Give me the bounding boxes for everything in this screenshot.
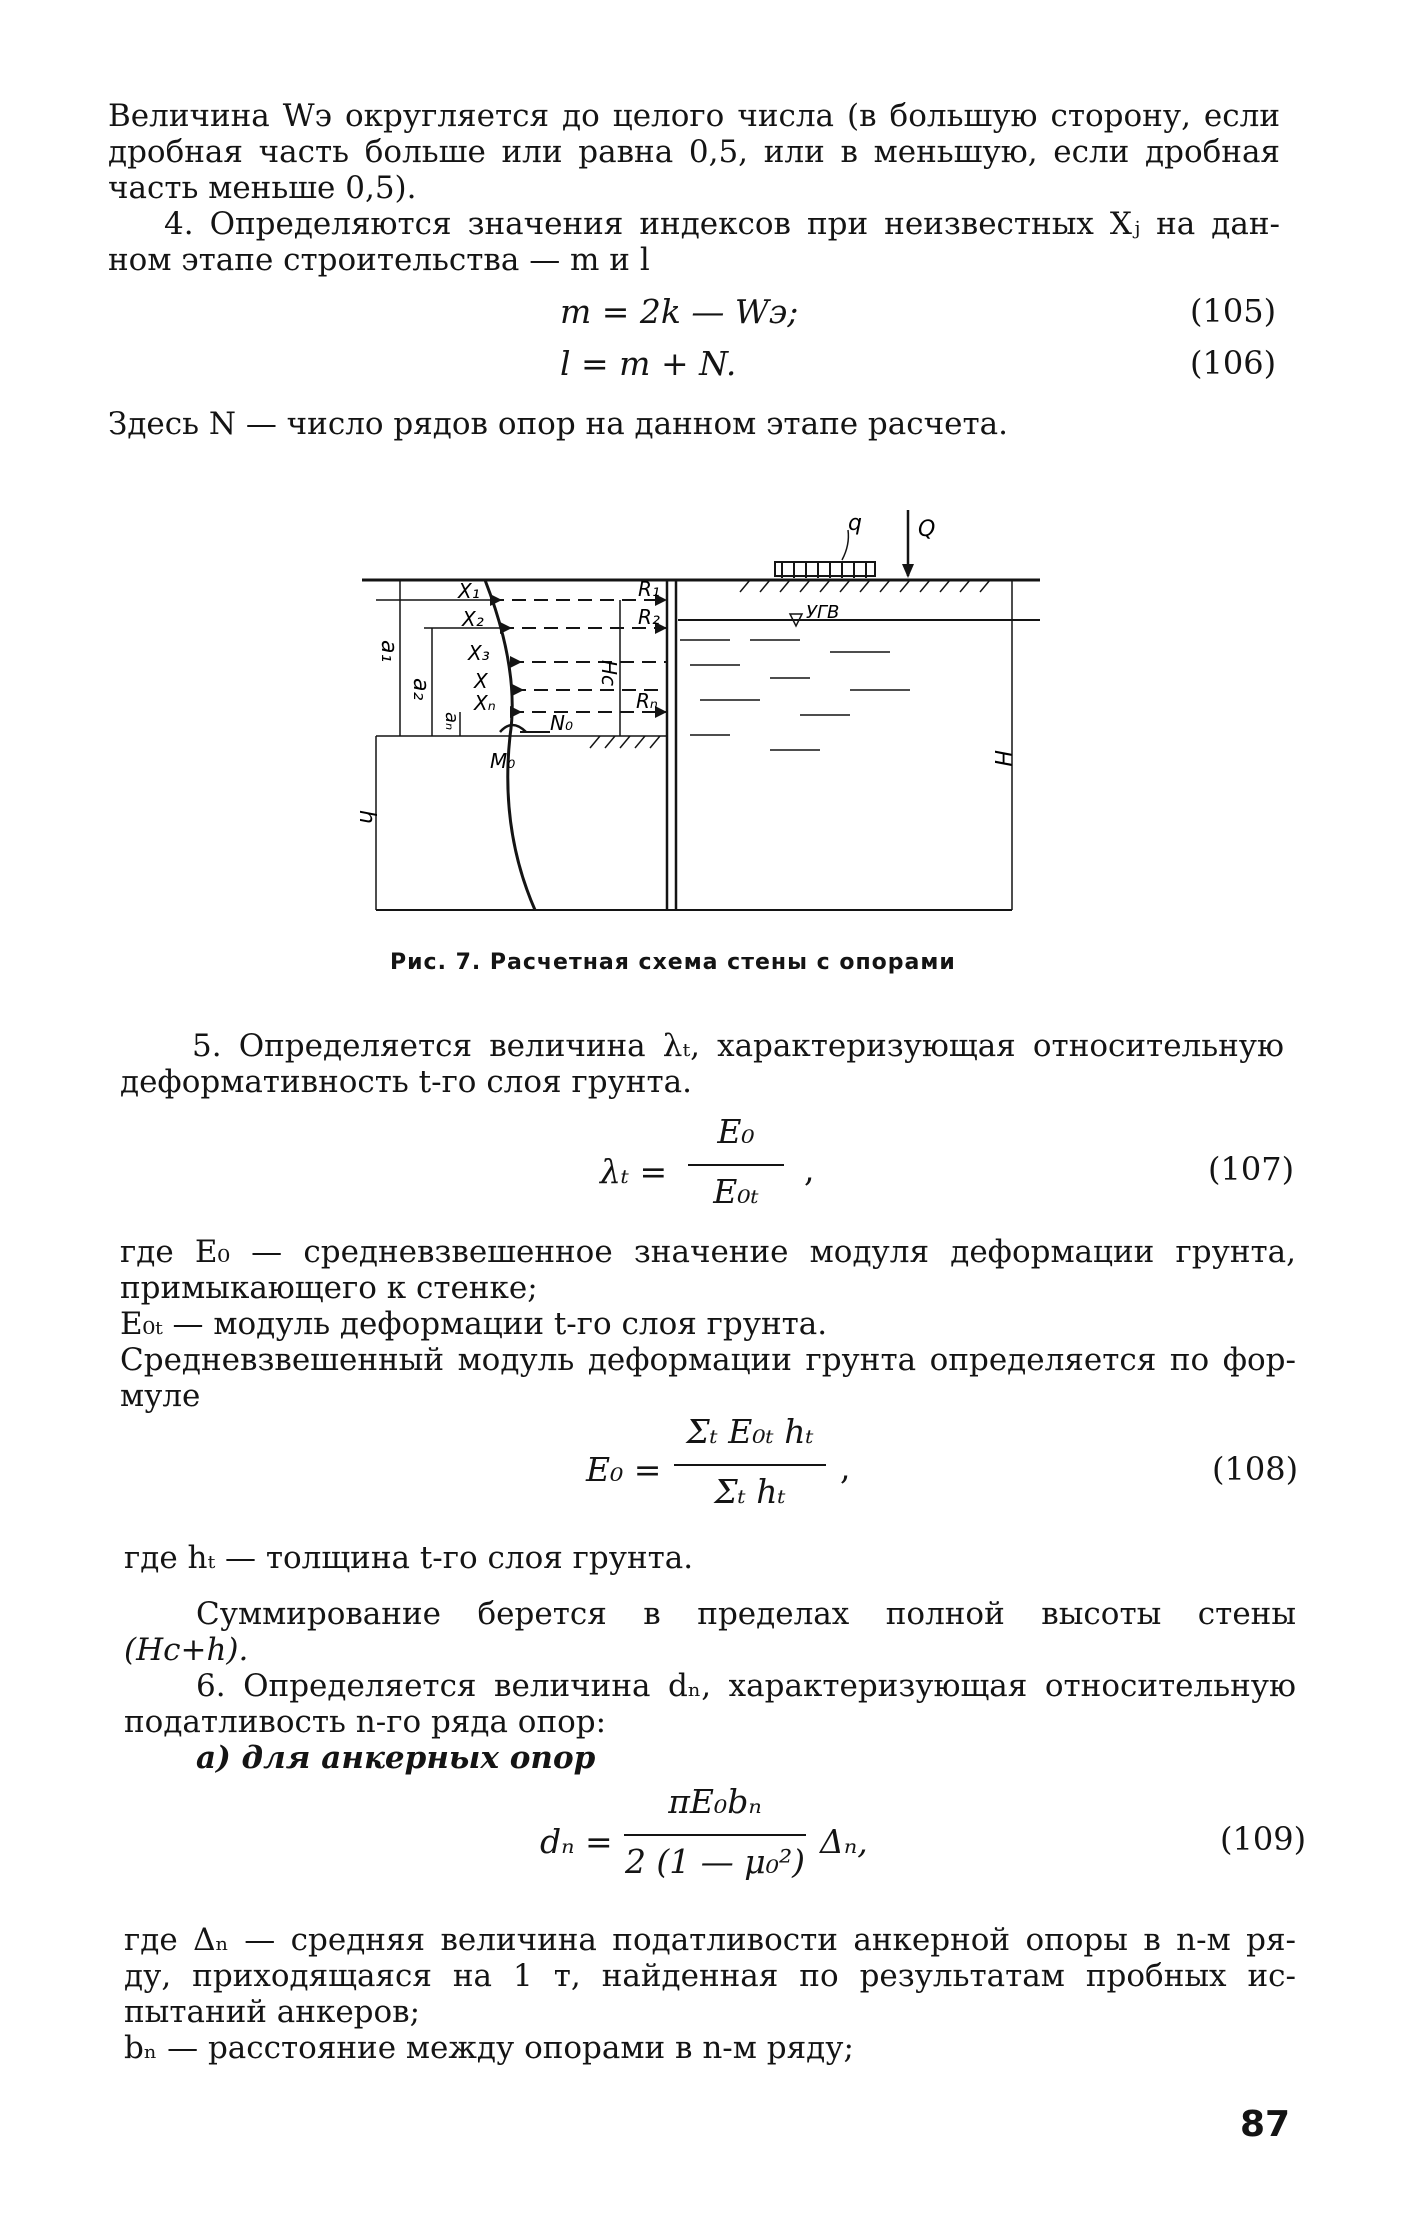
- label-N0: N₀: [550, 711, 573, 735]
- eq109-lhs: dₙ =: [540, 1822, 613, 1861]
- step6-line1: 6. Определяется величина dₙ, характеризующая относительную: [196, 1668, 1296, 1704]
- para1-line2: дробная часть больше или равна 0,5, или в меньшую, если дробная: [108, 134, 1280, 170]
- where107-line5: муле: [120, 1378, 201, 1414]
- label-Q: Q: [918, 517, 936, 542]
- excavation-hatching: [590, 736, 660, 748]
- surface-hatching: [740, 580, 990, 592]
- label-X3: X₃: [468, 641, 490, 665]
- eq109-num: πE₀bₙ: [668, 1782, 762, 1821]
- eq109-den: 2 (1 — μ₀²): [624, 1842, 806, 1881]
- label-X2: X₂: [462, 607, 484, 631]
- para1-line3: часть меньше 0,5).: [108, 170, 417, 206]
- where109-line3: пытаний анкеров;: [124, 1994, 421, 2030]
- eq107-lhs: λₜ =: [600, 1152, 668, 1191]
- label-R2: R₂: [638, 605, 660, 629]
- eq107-num: E₀: [717, 1112, 755, 1151]
- water-dashes: [680, 640, 910, 750]
- eq108-lhs: E₀ =: [586, 1450, 662, 1489]
- eq107-bar: [688, 1164, 784, 1166]
- eq109-bar: [624, 1834, 806, 1836]
- label-a1: a₁: [376, 640, 401, 663]
- eq108-den: Σₜ hₜ: [714, 1472, 786, 1511]
- summation-line1: Суммирование берется в пределах полной высоты стены: [196, 1596, 1296, 1632]
- eq108-number: (108): [1212, 1450, 1299, 1488]
- eq108-bar: [674, 1464, 826, 1466]
- where109-line1: где Δₙ — средняя величина податливости анкерной опоры в n-м ря-: [124, 1922, 1296, 1958]
- label-Xn: Xₙ: [474, 691, 496, 715]
- figure-caption: Рис. 7. Расчетная схема стены с опорами: [390, 950, 956, 975]
- label-Hc: Hc: [597, 660, 621, 687]
- step6-line3: а) для анкерных опор: [196, 1740, 596, 1776]
- where108: где hₜ — толщина t-го слоя грунта.: [124, 1540, 694, 1576]
- step4-line1: 4. Определяются значения индексов при неизвестных Xⱼ на дан-: [164, 206, 1280, 242]
- where107-line1: где E₀ — средневзвешенное значение модуля деформации грунта,: [120, 1234, 1296, 1270]
- eq108-comma: ,: [840, 1448, 851, 1487]
- eq105-formula: m = 2k — Wэ;: [560, 292, 799, 331]
- label-X: X: [474, 669, 488, 693]
- eq107-number: (107): [1208, 1150, 1295, 1188]
- label-H: H: [989, 750, 1014, 767]
- eq107-den: E₀ₜ: [713, 1172, 759, 1211]
- label-q: q: [848, 511, 862, 536]
- where107-line4: Средневзвешенный модуль деформации грунта определяется по фор-: [120, 1342, 1296, 1378]
- label-R1: R₁: [638, 577, 660, 601]
- where107-line3: E₀ₜ — модуль деформации t-го слоя грунта.: [120, 1306, 828, 1342]
- step5-line1: 5. Определяется величина λₜ, характеризующая относительную: [192, 1028, 1284, 1064]
- label-ugv: УГВ: [806, 602, 840, 623]
- where109-line4: bₙ — расстояние между опорами в n-м ряду;: [124, 2030, 854, 2066]
- where109-line2: ду, приходящаяся на 1 т, найденная по результатам пробных ис-: [124, 1958, 1296, 1994]
- step6-line2: податливость n-го ряда опор:: [124, 1704, 607, 1740]
- page-number: 87: [1240, 2104, 1291, 2145]
- eq106-formula: l = m + N.: [560, 344, 737, 383]
- label-h: h: [354, 810, 379, 824]
- label-M0: M₀: [490, 749, 516, 773]
- eq106-number: (106): [1190, 344, 1277, 382]
- eq107-comma: ,: [804, 1150, 815, 1189]
- label-an: aₙ: [441, 712, 462, 731]
- summation-line2: (Hc+h).: [124, 1632, 249, 1668]
- step4-line2: ном этапе строительства — m и l: [108, 242, 650, 278]
- para1-line1: Величина Wэ округляется до целого числа (в большую сторону, если: [108, 98, 1280, 134]
- load-q-block: [775, 562, 875, 576]
- where107-line2: примыкающего к стенке;: [120, 1270, 538, 1306]
- label-Rn: Rₙ: [636, 689, 658, 713]
- eq109-rhs: Δₙ,: [820, 1822, 868, 1861]
- eq108-num: Σₜ E₀ₜ hₜ: [686, 1412, 814, 1451]
- figure-wall-scheme: [350, 500, 1050, 920]
- label-a2: a₂: [408, 678, 433, 701]
- eq105-number: (105): [1190, 292, 1277, 330]
- wall-deflection-curve: [485, 580, 535, 910]
- eq109-number: (109): [1220, 1820, 1307, 1858]
- step5-line2: деформативность t-го слоя грунта.: [120, 1064, 692, 1100]
- label-X1: X₁: [458, 579, 480, 603]
- note-n: Здесь N — число рядов опор на данном этапе расчета.: [108, 406, 1008, 442]
